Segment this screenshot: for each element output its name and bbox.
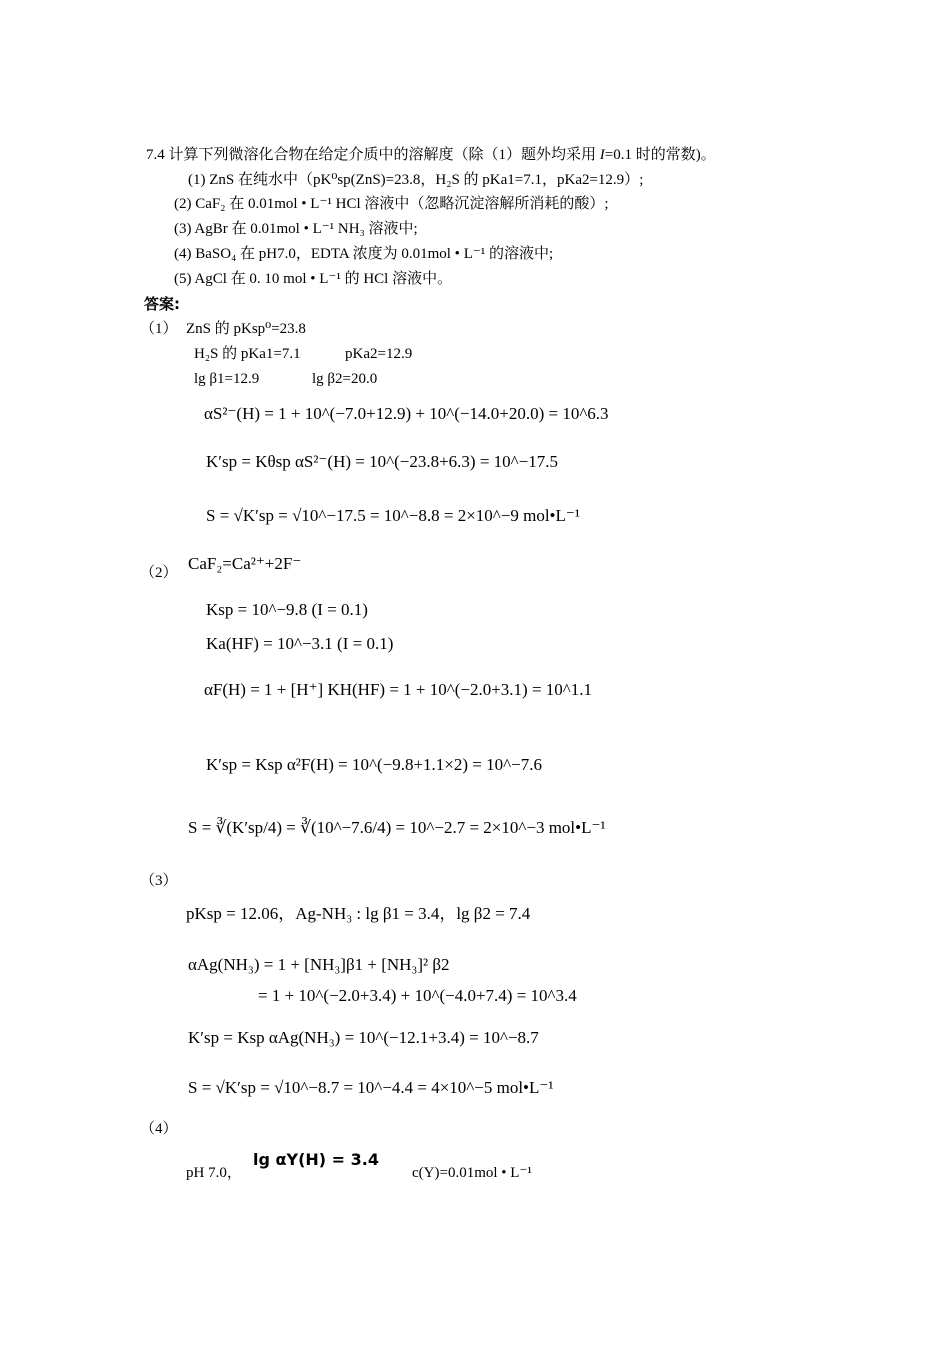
- problem-title: 7.4 计算下列微溶化合物在给定介质中的溶解度（除（1）题外均采用 I=0.1 时的常数)。: [146, 147, 716, 163]
- part2-equation-3: αF(H) = 1 + [H⁺] KH(HF) = 1 + 10^(−2.0+3.1) = 10^1.1: [204, 680, 593, 699]
- part3-label: （3）: [140, 873, 178, 889]
- problem-item-2: (2) CaF₂ 在 0.01mol • L⁻¹ HCl 溶液中（忽略沉淀溶解所消耗的酸）;: [174, 196, 609, 212]
- part3-equation-2: = 1 + 10^(−2.0+3.4) + 10^(−4.0+7.4) = 10^3.4: [258, 986, 577, 1005]
- part4-cy: c(Y)=0.01mol • L⁻¹: [412, 1165, 532, 1181]
- part3-given: pKsp = 12.06，Ag-NH₃ : lg β1 = 3.4，lg β2 = 7.4: [186, 904, 531, 923]
- part1-given-2b: pKa2=12.9: [345, 346, 413, 362]
- part3-equation-3: K′sp = Ksp αAg(NH₃) = 10^(−12.1+3.4) = 10^−8.7: [188, 1028, 539, 1047]
- part2-equation-5: S = ∛(K′sp/4) = ∛(10^−7.6/4) = 10^−2.7 = 2×10^−3 mol•L⁻¹: [188, 818, 606, 837]
- problem-item-3: (3) AgBr 在 0.01mol • L⁻¹ NH₃ 溶液中;: [174, 221, 418, 237]
- part1-given-1: ZnS 的 pKsp⁰=23.8: [186, 321, 306, 337]
- part2-equation-2: Ka(HF) = 10^−3.1 (I = 0.1): [206, 634, 394, 653]
- answer-label: 答案:: [144, 295, 180, 313]
- problem-item-1: (1) ZnS 在纯水中（pK⁰sp(ZnS)=23.8，H₂S 的 pKa1=7.1，pKa2=12.9）;: [188, 172, 644, 188]
- problem-item-4: (4) BaSO₄ 在 pH7.0，EDTA 浓度为 0.01mol • L⁻¹ 的溶液中;: [174, 246, 554, 262]
- problem-item-5: (5) AgCl 在 0. 10 mol • L⁻¹ 的 HCl 溶液中。: [174, 271, 453, 287]
- part3-equation-1: αAg(NH₃) = 1 + [NH₃]β1 + [NH₃]² β2: [188, 955, 450, 974]
- part4-lg-alpha: lg αY(H) = 3.4: [253, 1150, 379, 1169]
- part4-ph: pH 7.0，: [186, 1165, 242, 1181]
- part1-given-2a: H₂S 的 pKa1=7.1: [194, 346, 301, 362]
- part2-label: （2）: [140, 565, 178, 581]
- part3-equation-4: S = √K′sp = √10^−8.7 = 10^−4.4 = 4×10^−5 mol•L⁻¹: [188, 1078, 554, 1097]
- part1-equation-1: αS²⁻(H) = 1 + 10^(−7.0+12.9) + 10^(−14.0+20.0) = 10^6.3: [204, 404, 609, 423]
- part2-equation-4: K′sp = Ksp α²F(H) = 10^(−9.8+1.1×2) = 10^−7.6: [206, 755, 542, 774]
- part2-reaction: CaF₂=Ca²⁺+2F⁻: [188, 554, 302, 573]
- part4-label: （4）: [140, 1121, 178, 1137]
- part2-equation-1: Ksp = 10^−9.8 (I = 0.1): [206, 600, 368, 619]
- part1-equation-3: S = √K′sp = √10^−17.5 = 10^−8.8 = 2×10^−9 mol•L⁻¹: [206, 506, 580, 525]
- part1-equation-2: K′sp = Kθsp αS²⁻(H) = 10^(−23.8+6.3) = 10^−17.5: [206, 452, 558, 471]
- part1-given-3b: lg β2=20.0: [312, 371, 378, 387]
- part1-given-3a: lg β1=12.9: [194, 371, 260, 387]
- part1-label: （1）: [140, 321, 178, 337]
